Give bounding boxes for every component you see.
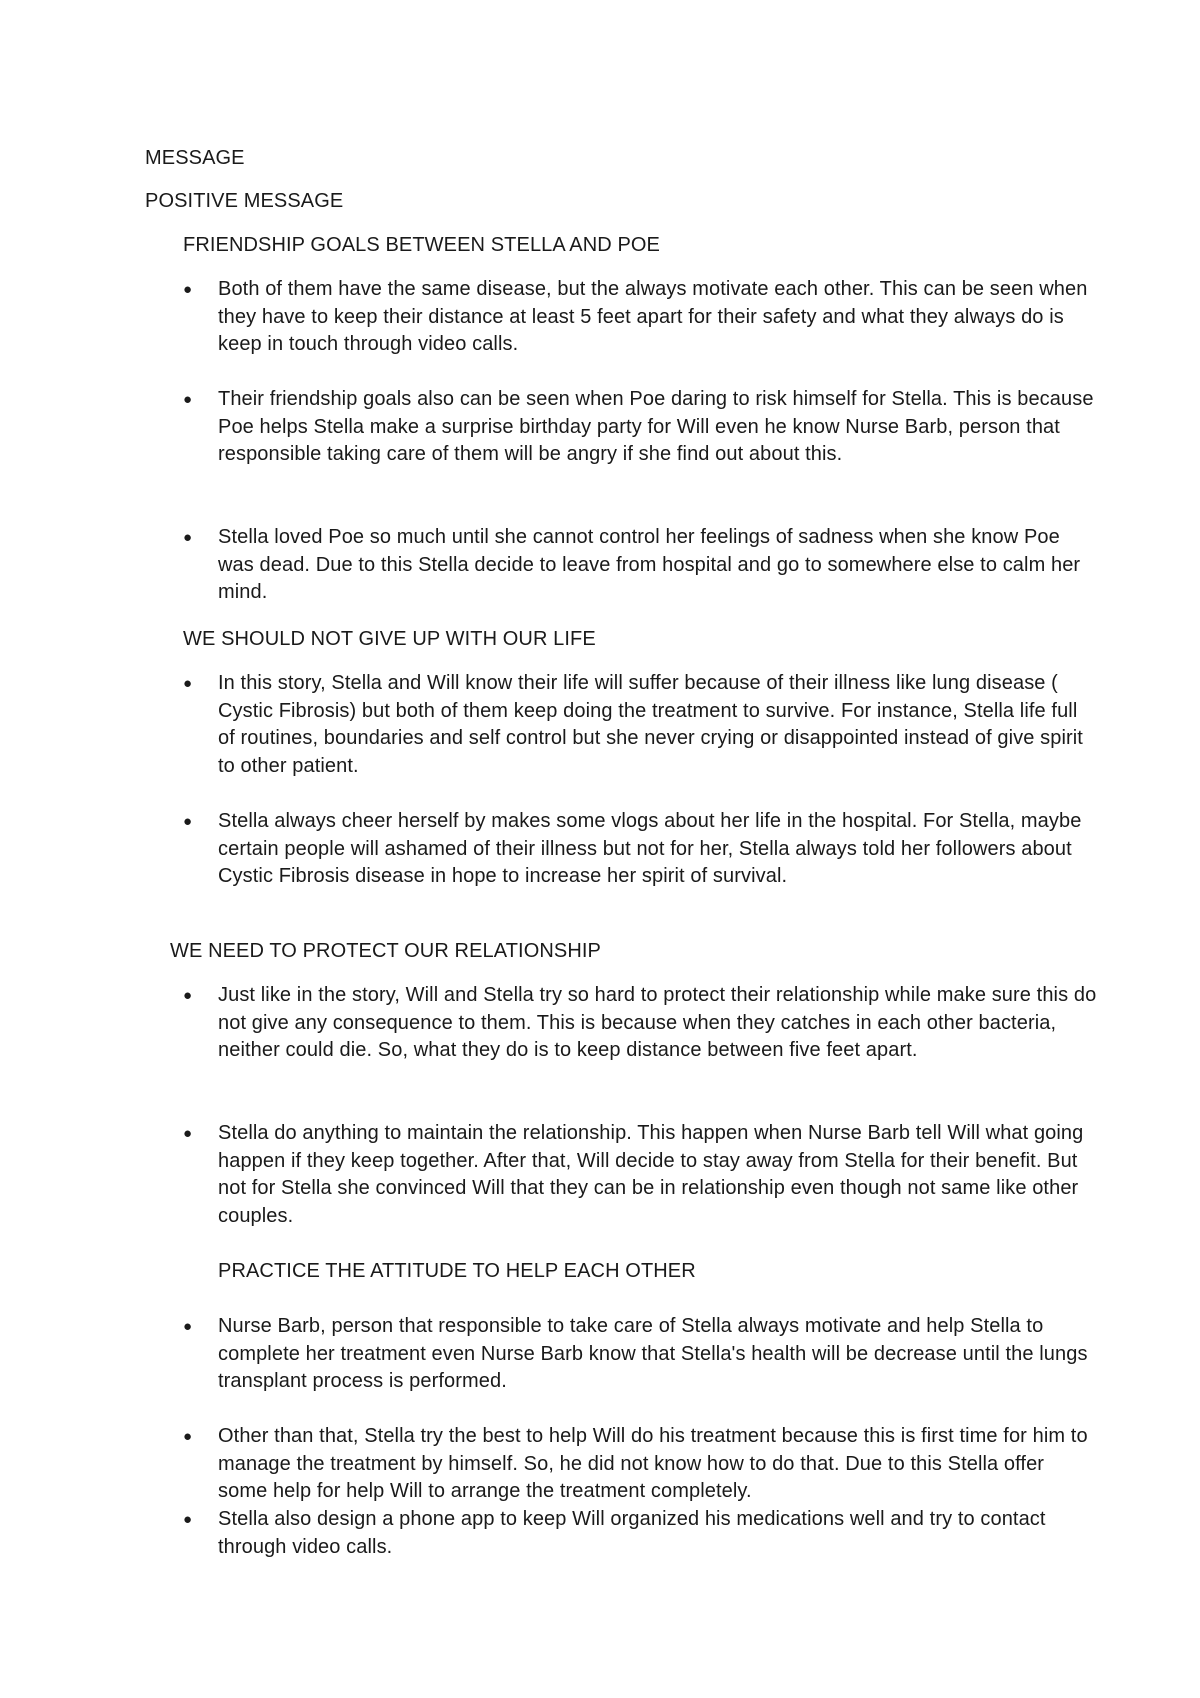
subheading-friendship-goals: FRIENDSHIP GOALS BETWEEN STELLA AND POE bbox=[183, 234, 660, 256]
subheading-help-each-other: PRACTICE THE ATTITUDE TO HELP EACH OTHER bbox=[218, 1260, 696, 1282]
list-item-text: Stella loved Poe so much until she cannot control her feelings of sadness when she know Poe was dead. Due to this Stella decide to leave from hospital and go to somewhere else to calm her mind. bbox=[218, 526, 1081, 603]
bullet-icon: ● bbox=[183, 675, 193, 692]
document-title: MESSAGE bbox=[145, 147, 245, 169]
subheading-not-give-up: WE SHOULD NOT GIVE UP WITH OUR LIFE bbox=[183, 628, 596, 650]
list-item-text: Stella also design a phone app to keep Will organized his medications well and try to contact through video calls. bbox=[218, 1508, 1046, 1558]
list-item-text: Stella do anything to maintain the relationship. This happen when Nurse Barb tell Will what going happen if they keep together. After that, Will decide to stay away from Stella for their benefit. But not for Stella she convinced Will that they can be in relationship even though not same like other couples. bbox=[218, 1122, 1084, 1227]
list-item-text: Stella always cheer herself by makes some vlogs about her life in the hospital. For Stella, maybe certain people will ashamed of their illness but not for her, Stella always told her followers about Cystic Fibrosis disease in hope to increase her spirit of survival. bbox=[218, 810, 1082, 887]
list-item-text: Nurse Barb, person that responsible to take care of Stella always motivate and help Stella to complete her treatment even Nurse Barb know that Stella's health will be decrease until the lungs transplant process is performed. bbox=[218, 1315, 1088, 1392]
subheading-protect-relationship: WE NEED TO PROTECT OUR RELATIONSHIP bbox=[170, 940, 601, 962]
section-title: POSITIVE MESSAGE bbox=[145, 190, 344, 212]
list-item-text: In this story, Stella and Will know their life will suffer because of their illness like lung disease ( Cystic Fibrosis) but both of them keep doing the treatment to survive. For instance, Stella life full of routines, boundaries and self control but she never crying or disappointed instead of give spirit to other patient. bbox=[218, 672, 1083, 777]
bullet-icon: ● bbox=[183, 281, 193, 298]
bullet-icon: ● bbox=[183, 529, 193, 546]
bullet-icon: ● bbox=[183, 1318, 193, 1335]
list-item-text: Both of them have the same disease, but the always motivate each other. This can be seen when they have to keep their distance at least 5 feet apart for their safety and what they always do is keep in touch through video calls. bbox=[218, 278, 1088, 355]
list-item-text: Other than that, Stella try the best to help Will do his treatment because this is first time for him to manage the treatment by himself. So, he did not know how to do that. Due to this Stella offer some help for help Will to arrange the treatment completely. bbox=[218, 1425, 1088, 1502]
bullet-icon: ● bbox=[183, 987, 193, 1004]
list-item-text: Their friendship goals also can be seen when Poe daring to risk himself for Stella. This is because Poe helps Stella make a surprise birthday party for Will even he know Nurse Barb, person that responsible taking care of them will be angry if she find out about this. bbox=[218, 388, 1094, 465]
bullet-icon: ● bbox=[183, 1125, 193, 1142]
list-item-text: Just like in the story, Will and Stella try so hard to protect their relationship while make sure this do not give any consequence to them. This is because when they catches in each other bacteria, neither could die. So, what they do is to keep distance between five feet apart. bbox=[218, 984, 1097, 1061]
bullet-icon: ● bbox=[183, 391, 193, 408]
bullet-icon: ● bbox=[183, 813, 193, 830]
bullet-icon: ● bbox=[183, 1428, 193, 1445]
bullet-icon: ● bbox=[183, 1511, 193, 1528]
